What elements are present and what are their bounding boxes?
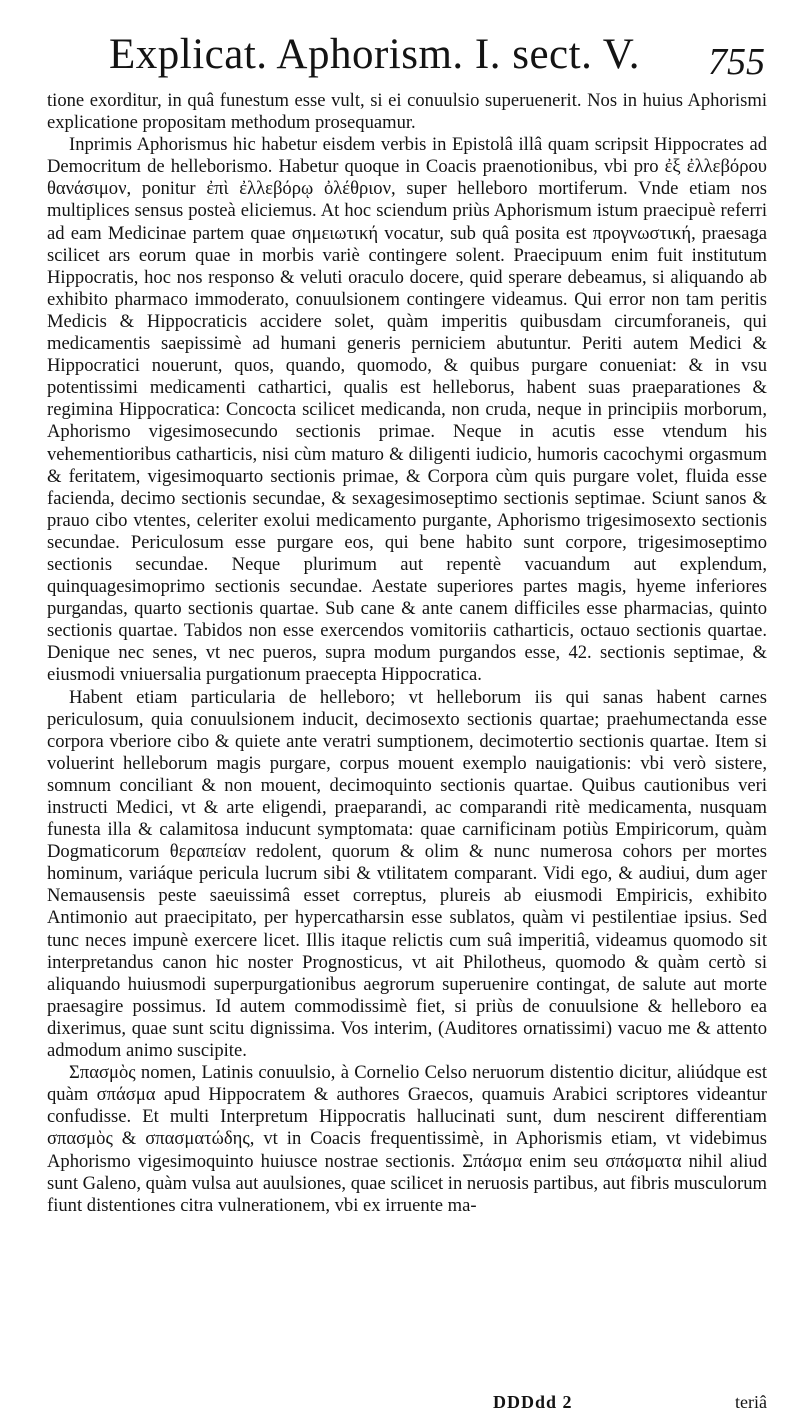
page-number: 755 (708, 41, 765, 83)
running-title: Explicat. Aphorism. I. sect. V. (109, 31, 641, 78)
paragraph: Σπασμὸς nomen, Latinis conuulsio, à Cornelio Celso neruorum distentio dicitur, aliúdque est quàm σπάσμα apud Hippocratem & authores Graecos, quamuis Arabici scriptores videantur confudisse. Et multi Interpretum Hippocratis hallucinati sunt, dum nescirent differentiam σπασμὸς & σπασματώδης, vt in Coacis frequentissimè, in Aphorismis etiam, vt videbimus Aphorismo vigesimoquinto huiusce nostrae sectionis. Σπάσμα enim seu σπάσματα nihil aliud sunt Galeno, quàm vulsa aut auulsiones, quae scilicet in neruosis partibus, aut fibris musculorum fiunt distentiones citra vulnerationem, vbi ex irruente ma- (47, 1062, 767, 1216)
catchword: teriâ (735, 1392, 767, 1412)
paragraph: Habent etiam particularia de helleboro; vt helleborum iis qui sanas habent carnes periculosum, quia conuulsionem inducit, decimosexto sectionis quartae; praehumectanda esse corpora vberiore cibo & quiete ante veratri sumptionem, decimotertio sectionis quartae. Item si voluerint helleborum magis purgare, corpus mouent exemplo nauigationis: vbi verò sistere, somnum conciliant & non mouent, decimoquinto sectionis quartae. Quibus cautionibus veri instructi Medici, vt & arte eligendi, praeparandi, ac comparandi ritè medicamenta, nusquam funesta illa & calamitosa inducunt symptomata: quae carnificinam potiùs Empiricorum, quàm Dogmaticorum θεραπείαν redolent, quorum & olim & nunc numerosa cohors per mortes hominum, variáque pericula lucrum sibi & vtilitatem comparant. Vidi ego, & audiui, dum ager Nemausensis peste saeuissimâ esset correptus, plureis ab eiusmodi Empiricis, exhibito Antimonio aut praecipitato, per hypercatharsin esse sublatos, quàm vi pestilentiae ipsius. Sed tunc neces impunè exercere licet. Illis itaque relictis cum suâ imperitiâ, videamus quomodo sit interpretandus canon hic noster Prognosticus, vt ait Philotheus, quomodo & quàm certò si aliquando huiusmodi superpurgationibus aegrorum superuenire contingat, de salute aut morte praesagire possimus. Id autem commodissimè fiet, si priùs de conuulsione & helleboro ea dixerimus, quae sunt scitu dignissima. Vos interim, (Auditores ornatissimi) vacuo me & attento admodum animo suscipite. (47, 686, 767, 1062)
body-text (47, 90, 767, 1217)
paragraph: tione exorditur, in quâ funestum esse vult, si ei conuulsio superuenerit. Nos in huius Aphorismi explicatione propositam methodum prosequamur. (47, 90, 767, 134)
running-header (47, 30, 767, 90)
signature-mark: DDDdd 2 (493, 1392, 573, 1412)
page-footer (47, 1392, 767, 1418)
paragraph: Inprimis Aphorismus hic habetur eisdem verbis in Epistolâ illâ quam scripsit Hippocrates ad Democritum de helleborismo. Habetur quoque in Coacis praenotionibus, vbi pro ἐξ ἐλλεβόρου θανάσιμον, ponitur ἐπὶ ἐλλεβόρῳ ὀλέθριον, super helleboro mortiferum. Vnde etiam nos multiplices sensus posteà eliciemus. At hoc sciendum priùs Aphorismum istum praecipuè referri ad eam Medicinae partem quae σημειωτική vocatur, sub quâ posita est προγνωστική, praesaga scilicet ars eorum quae in morbis variè contingere solent. Praecipuum enim fuit institutum Hippocratis, hoc nos responso & veluti oraculo docere, quid sperare debeamus, si aliquando ab exhibito pharmaco immoderato, conuulsionem contingere videamus. Qui error non tam peritis Medicis & Hippocraticis accidere solet, quàm imperitis quibusdam circumforaneis, qui medicamentis saepissimè ad humani generis perniciem abutuntur. Periti autem Medici & Hippocratici nouerunt, quos, quando, quomodo, & quibus purgare conueniat: & in vsu potentissimi medicamenti cathartici, qualis est helleborus, habent suas praeparationes & regimina Hippocratica: Concocta scilicet medicanda, non cruda, neque in principiis morborum, Aphorismo vigesimosecundo sectionis primae. Neque in acutis esse vtendum his vehementioribus catharticis, nisi cùm maturo & diligenti iudicio, humoris cacochymi orgasmum & feritatem, vigesimoquarto sectionis primae, & Corpora cùm quis purgare volet, fluida esse facienda, decimo sectionis secundae, & sexagesimoseptimo sectionis septimae. Sciunt sanos & prauo cibo vtentes, celeriter exolui medicamento purgante, Aphorismo trigesimosexto sectionis secundae. Periculosum esse purgare eos, qui bene habito sunt corpore, trigesimoseptimo sectionis secundae. Neque plurimum aut repentè vacuandum aut explendum, quinquagesimoprimo sectionis secundae. Aestate superiores partes magis, hyeme inferiores purgandas, quarto sectionis quartae. Sub cane & ante canem difficiles esse pharmacias, quinto sectionis quartae. Tabidos non esse exercendos vomitoriis catharticis, octauo sectionis quartae. Denique nec senes, vt nec pueros, supra modum purgandos esse, 42. sectionis septimae, & eiusmodi vniuersalia purgationum praecepta Hippocratica. (47, 134, 767, 686)
